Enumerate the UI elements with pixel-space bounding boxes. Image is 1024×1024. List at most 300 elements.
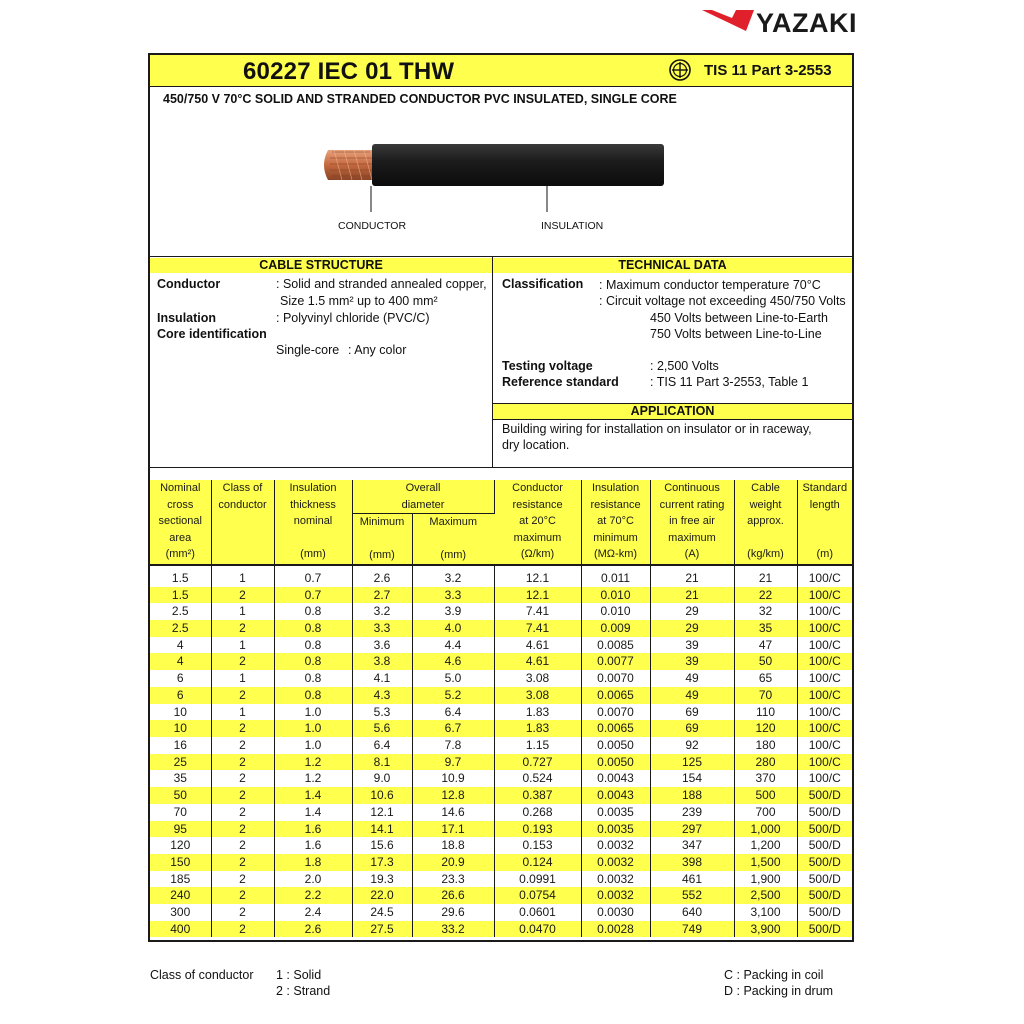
cell-resistance: 12.1 — [494, 587, 581, 604]
cell-class: 2 — [211, 754, 274, 771]
cell-insulation-resistance: 0.0028 — [581, 921, 650, 938]
cell-class: 2 — [211, 821, 274, 838]
col-header-class — [211, 480, 274, 564]
table-row — [150, 687, 852, 704]
cell-weight: 35 — [734, 620, 797, 637]
cell-length: 100/C — [797, 720, 852, 737]
table-row — [150, 653, 852, 670]
cell-weight: 70 — [734, 687, 797, 704]
divider — [150, 565, 852, 566]
cell-length: 500/D — [808, 838, 841, 853]
cell-resistance: 4.61 — [494, 637, 581, 654]
table-row — [150, 837, 852, 854]
col-header-length — [797, 480, 852, 564]
cell-current-rating: 398 — [650, 854, 734, 871]
cell-min-diameter: 2.7 — [352, 587, 412, 604]
header-line — [275, 530, 352, 547]
cell-class: 2 — [211, 904, 274, 921]
table-row — [150, 704, 852, 721]
table-row — [150, 770, 852, 787]
cell-resistance: 3.08 — [494, 687, 581, 704]
cell-area: 150 — [150, 854, 211, 871]
cell-current-rating: 125 — [650, 754, 734, 771]
cell-insulation-resistance: 0.0065 — [581, 720, 650, 737]
cell-thickness: 1.4 — [274, 804, 352, 821]
cell-area: 6 — [150, 687, 211, 704]
cell-area: 120 — [150, 837, 211, 854]
cell-insulation-resistance: 0.0050 — [581, 754, 650, 771]
cell-current-rating: 39 — [650, 653, 734, 670]
table-row — [150, 637, 852, 654]
packing-legend-drum: D : Packing in drum — [724, 984, 834, 998]
header-line: nominal — [293, 515, 333, 528]
table-row — [150, 787, 852, 804]
cell-max-diameter: 7.8 — [412, 737, 494, 754]
header-line: (kg/km) — [747, 548, 784, 561]
cell-thickness: 0.8 — [274, 620, 352, 637]
header-line — [798, 530, 853, 547]
col-header-insulation-resistance — [581, 480, 650, 564]
cell-max-diameter: 18.8 — [412, 837, 494, 854]
col-header-resistance — [494, 480, 581, 564]
divider — [150, 467, 852, 468]
cell-class: 1 — [211, 570, 274, 587]
cell-weight: 1,500 — [734, 854, 797, 871]
cell-class: 1 — [211, 704, 274, 721]
cell-area: 50 — [150, 787, 211, 804]
header-line: diameter — [401, 498, 445, 511]
header-line: Cable — [751, 482, 780, 494]
reference-standard-label: Reference standard — [502, 375, 619, 389]
cell-resistance: 0.153 — [494, 837, 581, 854]
cell-length: 100/C — [797, 687, 852, 704]
header-line: cross — [167, 498, 194, 511]
cell-current-rating: 640 — [650, 904, 734, 921]
cell-max-diameter: 14.6 — [412, 804, 494, 821]
cell-resistance: 1.15 — [494, 737, 581, 754]
cell-insulation-resistance: 0.010 — [581, 587, 650, 604]
cell-area: 4 — [150, 653, 211, 670]
cell-min-diameter: 9.0 — [352, 770, 412, 787]
cell-class: 2 — [211, 921, 274, 938]
cell-length: 500/D — [797, 787, 852, 804]
cell-weight: 280 — [734, 754, 797, 771]
header-line: length — [809, 498, 840, 511]
header-line: Nominal — [160, 482, 201, 494]
header-line: Class of — [222, 482, 263, 494]
cell-max-diameter: 9.7 — [412, 754, 494, 771]
conductor-label: CONDUCTOR — [338, 220, 407, 232]
cell-insulation-resistance: 0.0043 — [581, 770, 650, 787]
cell-min-diameter: 19.3 — [352, 871, 412, 888]
table-row — [150, 587, 852, 604]
cell-length: 100/C — [808, 570, 841, 585]
cell-insulation-resistance: 0.0043 — [581, 787, 650, 804]
cell-thickness: 0.7 — [274, 570, 352, 587]
cell-min-diameter: 27.5 — [352, 921, 412, 938]
header-line: sectional — [158, 515, 202, 528]
header-line: Conductor — [512, 482, 563, 494]
cell-insulation-resistance: 0.0032 — [581, 854, 650, 871]
cell-thickness: 1.6 — [274, 821, 352, 838]
cell-max-diameter: 4.0 — [412, 620, 494, 637]
cell-thickness: 1.0 — [274, 737, 352, 754]
header-line: resistance — [590, 498, 641, 511]
cell-area: 2.5 — [150, 603, 211, 620]
cell-thickness: 2.6 — [274, 921, 352, 938]
cell-length: 500/D — [797, 921, 852, 938]
cell-length: 100/C — [797, 754, 852, 771]
header-line — [735, 530, 797, 547]
cell-class: 2 — [211, 887, 274, 904]
cell-thickness: 1.2 — [274, 754, 352, 771]
conductor-size-range: Size 1.5 mm² up to 400 mm² — [280, 294, 438, 308]
cell-class: 2 — [211, 653, 274, 670]
table-row — [150, 854, 852, 871]
packing-legend-coil: C : Packing in coil — [724, 968, 824, 982]
cell-insulation-resistance: 0.009 — [581, 620, 650, 637]
cell-resistance: 3.08 — [494, 670, 581, 687]
cell-weight: 120 — [734, 720, 797, 737]
core-type: Single-core — [276, 343, 340, 357]
cell-resistance: 7.41 — [494, 620, 581, 637]
insulation-field-label: Insulation — [157, 311, 217, 325]
divider — [150, 256, 852, 257]
cell-insulation-resistance: 0.0032 — [581, 887, 650, 904]
cell-length: 500/D — [797, 854, 852, 871]
cell-area: 300 — [150, 904, 211, 921]
divider — [493, 419, 852, 420]
header-line: (mm) — [440, 549, 467, 562]
cell-max-diameter: 26.6 — [412, 887, 494, 904]
cell-min-diameter: 14.1 — [352, 821, 412, 838]
header-line: (A) — [684, 548, 700, 561]
cell-area: 1.5 — [150, 570, 211, 587]
cell-min-diameter: 3.8 — [352, 653, 412, 670]
cell-weight: 1,200 — [734, 837, 797, 854]
table-row — [150, 670, 852, 687]
cell-max-diameter: 33.2 — [412, 921, 494, 938]
cell-class: 2 — [211, 804, 274, 821]
cell-area: 2.5 — [150, 620, 211, 637]
brand-name: YAZAKI — [756, 8, 858, 38]
header-line: (MΩ-km) — [593, 548, 638, 561]
header-line: Maximum — [429, 516, 478, 529]
cell-current-rating: 21 — [650, 587, 734, 604]
cell-current-rating: 188 — [650, 787, 734, 804]
header-line: approx. — [747, 515, 784, 528]
cell-thickness: 1.2 — [274, 770, 352, 787]
cell-class: 2 — [211, 737, 274, 754]
header-line: Minimum — [359, 516, 405, 529]
cell-resistance: 0.387 — [494, 787, 581, 804]
cell-weight: 3,900 — [734, 921, 797, 938]
cell-resistance: 4.61 — [494, 653, 581, 670]
cell-area: 16 — [150, 737, 211, 754]
cell-class: 2 — [211, 687, 274, 704]
header-line: resistance — [512, 498, 563, 511]
class-legend-solid: 1 : Solid — [276, 968, 322, 982]
col-header-max-diameter — [412, 514, 494, 565]
cell-area: 400 — [150, 921, 211, 938]
cell-min-diameter: 12.1 — [352, 804, 412, 821]
table-row — [150, 603, 852, 620]
cell-thickness: 0.7 — [274, 587, 352, 604]
reference-standard-value: : TIS 11 Part 3-2553, Table 1 — [650, 375, 809, 389]
cell-weight: 180 — [734, 737, 797, 754]
header-line: Overall — [405, 482, 441, 494]
cell-area: 185 — [150, 871, 211, 888]
cell-area: 70 — [150, 804, 211, 821]
cell-weight: 50 — [734, 653, 797, 670]
tis-certification-icon — [669, 59, 691, 81]
cell-insulation-resistance: 0.0050 — [581, 737, 650, 754]
cell-length: 100/C — [797, 620, 852, 637]
cell-max-diameter: 12.8 — [412, 787, 494, 804]
cell-length: 500/D — [808, 871, 841, 886]
cable-structure-heading: CABLE STRUCTURE — [150, 258, 492, 273]
table-row — [150, 620, 852, 637]
header-line: (mm) — [300, 548, 326, 561]
header-line: area — [169, 531, 192, 544]
cell-resistance: 0.727 — [494, 754, 581, 771]
cell-min-diameter: 8.1 — [352, 754, 412, 771]
table-row — [150, 921, 852, 938]
header-line: weight — [749, 498, 782, 511]
cell-thickness: 2.0 — [274, 871, 352, 888]
cell-thickness: 1.4 — [274, 787, 352, 804]
cell-current-rating: 49 — [650, 670, 734, 687]
table-row — [150, 804, 852, 821]
header-line: minimum — [593, 531, 638, 544]
cell-length: 500/D — [808, 804, 841, 819]
cell-min-diameter: 3.3 — [352, 620, 412, 637]
cell-resistance: 0.0470 — [494, 921, 581, 938]
cell-current-rating: 21 — [650, 570, 734, 587]
classification-line-line: 750 Volts between Line-to-Line — [650, 327, 822, 341]
table-row — [150, 821, 852, 838]
cell-max-diameter: 5.2 — [412, 687, 494, 704]
table-row — [150, 720, 852, 737]
cell-insulation-resistance: 0.0085 — [581, 637, 650, 654]
classification-label: Classification — [502, 277, 584, 291]
cell-length: 500/D — [797, 887, 852, 904]
cell-min-diameter: 17.3 — [352, 854, 412, 871]
cell-min-diameter: 3.6 — [352, 637, 412, 654]
cell-max-diameter: 6.7 — [412, 720, 494, 737]
cell-current-rating: 461 — [650, 871, 734, 888]
table-header-row — [150, 480, 852, 514]
cell-thickness: 1.0 — [274, 704, 352, 721]
header-line: conductor — [218, 498, 267, 511]
cell-current-rating: 239 — [650, 804, 734, 821]
header-line: Insulation — [289, 482, 337, 494]
header-line: in free air — [669, 515, 715, 528]
core-color-value: : Any color — [348, 343, 407, 357]
cell-current-rating: 749 — [650, 921, 734, 938]
cell-length: 100/C — [808, 604, 841, 619]
header-line — [413, 531, 495, 548]
cell-weight: 21 — [734, 570, 797, 587]
cell-length: 500/D — [808, 905, 841, 920]
cell-min-diameter: 22.0 — [352, 887, 412, 904]
cell-min-diameter: 24.5 — [352, 904, 412, 921]
cell-max-diameter: 20.9 — [412, 854, 494, 871]
cell-area: 10 — [150, 704, 211, 721]
cell-thickness: 0.8 — [274, 687, 352, 704]
cell-current-rating: 49 — [650, 687, 734, 704]
header-line: (Ω/km) — [520, 548, 555, 561]
cell-thickness: 0.8 — [274, 603, 352, 620]
table-body — [150, 564, 852, 937]
cell-insulation-resistance: 0.011 — [581, 570, 650, 587]
cell-insulation-resistance: 0.0065 — [581, 687, 650, 704]
classification-line-earth: 450 Volts between Line-to-Earth — [650, 311, 828, 325]
table-row — [150, 904, 852, 921]
class-legend-label: Class of conductor — [150, 968, 254, 982]
header-line — [798, 513, 853, 530]
technical-data-heading: TECHNICAL DATA — [493, 258, 852, 273]
cell-insulation-resistance: 0.0035 — [581, 821, 650, 838]
table-row — [150, 887, 852, 904]
cell-area: 35 — [150, 770, 211, 787]
header-line — [353, 531, 412, 548]
application-heading: APPLICATION — [493, 404, 852, 419]
header-line: Continuous — [664, 482, 720, 494]
divider — [492, 257, 493, 468]
cell-insulation-resistance: 0.0032 — [581, 871, 650, 888]
cell-resistance: 0.193 — [494, 821, 581, 838]
cell-insulation-resistance: 0.0077 — [581, 653, 650, 670]
cell-class: 2 — [211, 854, 274, 871]
cell-weight: 65 — [734, 670, 797, 687]
cell-length: 100/C — [797, 653, 852, 670]
cell-area: 240 — [150, 887, 211, 904]
cell-current-rating: 29 — [650, 620, 734, 637]
core-identification-label: Core identification — [157, 327, 267, 341]
cell-class: 1 — [211, 670, 274, 687]
table-row — [150, 871, 852, 888]
insulation-field-value: : Polyvinyl chloride (PVC/C) — [276, 311, 430, 325]
cell-length: 100/C — [808, 738, 841, 752]
cell-resistance: 0.0754 — [494, 887, 581, 904]
cell-max-diameter: 6.4 — [412, 704, 494, 721]
cell-max-diameter: 3.9 — [412, 603, 494, 620]
cell-current-rating: 347 — [650, 837, 734, 854]
header-line: maximum — [668, 531, 716, 544]
cell-max-diameter: 29.6 — [412, 904, 494, 921]
col-header-overall-diameter — [352, 480, 494, 514]
cell-current-rating: 552 — [650, 887, 734, 904]
cell-area: 4 — [150, 637, 211, 654]
cell-insulation-resistance: 0.0070 — [581, 704, 650, 721]
cell-length: 100/C — [797, 587, 852, 604]
cell-class: 2 — [211, 787, 274, 804]
cell-max-diameter: 3.2 — [412, 570, 494, 587]
cell-min-diameter: 10.6 — [352, 787, 412, 804]
cell-insulation-resistance: 0.0032 — [581, 837, 650, 854]
cell-weight: 500 — [734, 787, 797, 804]
cell-thickness: 2.2 — [274, 887, 352, 904]
cell-thickness: 1.0 — [274, 720, 352, 737]
cell-class: 1 — [211, 603, 274, 620]
cell-length: 100/C — [808, 671, 841, 686]
cell-resistance: 0.268 — [494, 804, 581, 821]
yazaki-logo-mark-icon — [702, 10, 758, 32]
cell-class: 2 — [211, 587, 274, 604]
cell-max-diameter: 23.3 — [412, 871, 494, 888]
classification-temperature: : Maximum conductor temperature 70°C — [599, 278, 821, 292]
header-line: maximum — [513, 531, 562, 544]
application-text-line-2: dry location. — [502, 438, 570, 452]
cell-thickness: 0.8 — [274, 670, 352, 687]
product-title: 60227 IEC 01 THW — [243, 58, 455, 85]
cable-specification-table — [150, 480, 852, 937]
cell-weight: 370 — [734, 770, 797, 787]
cell-area: 10 — [150, 720, 211, 737]
cell-weight: 1,000 — [734, 821, 797, 838]
cell-min-diameter: 5.3 — [352, 704, 412, 721]
cell-current-rating: 92 — [650, 737, 734, 754]
conductor-field-label: Conductor — [157, 277, 221, 291]
yazaki-logo — [702, 6, 862, 36]
classification-voltage: : Circuit voltage not exceeding 450/750 Volts — [599, 294, 846, 308]
cell-max-diameter: 17.1 — [412, 821, 494, 838]
cell-weight: 700 — [734, 804, 797, 821]
standard-reference: TIS 11 Part 3-2553 — [704, 62, 832, 79]
cell-current-rating: 69 — [650, 704, 734, 721]
cell-min-diameter: 2.6 — [352, 570, 412, 587]
col-header-min-diameter — [352, 514, 412, 565]
cell-weight: 110 — [734, 704, 797, 721]
cell-min-diameter: 15.6 — [352, 837, 412, 854]
cell-resistance: 0.0991 — [494, 871, 581, 888]
cell-resistance: 12.1 — [494, 570, 581, 587]
header-line: at 70°C — [597, 515, 634, 528]
cell-length: 500/D — [797, 821, 852, 838]
cell-thickness: 2.4 — [274, 904, 352, 921]
cell-max-diameter: 4.6 — [412, 653, 494, 670]
cell-class: 2 — [211, 620, 274, 637]
cell-class: 2 — [211, 720, 274, 737]
cell-length: 100/C — [808, 704, 841, 719]
col-header-area — [150, 480, 211, 564]
insulation-jacket — [372, 144, 664, 186]
cell-current-rating: 154 — [650, 770, 734, 787]
application-text-line-1: Building wiring for installation on insulator or in raceway, — [502, 422, 812, 436]
header-line: (m) — [816, 548, 834, 561]
cell-thickness: 1.6 — [274, 837, 352, 854]
cell-weight: 47 — [734, 637, 797, 654]
cell-min-diameter: 6.4 — [352, 737, 412, 754]
cell-resistance: 1.83 — [494, 720, 581, 737]
cell-weight: 22 — [734, 587, 797, 604]
cell-weight: 32 — [734, 603, 797, 620]
header-line: thickness — [290, 498, 336, 511]
cell-current-rating: 297 — [650, 821, 734, 838]
cell-area: 25 — [150, 754, 211, 771]
cell-max-diameter: 10.9 — [412, 770, 494, 787]
cell-area: 95 — [150, 821, 211, 838]
col-header-weight — [734, 480, 797, 564]
cell-max-diameter: 4.4 — [412, 637, 494, 654]
cell-insulation-resistance: 0.0070 — [581, 670, 650, 687]
testing-voltage-label: Testing voltage — [502, 359, 593, 373]
cell-class: 2 — [211, 871, 274, 888]
cell-weight: 3,100 — [734, 904, 797, 921]
insulation-label: INSULATION — [541, 220, 604, 232]
cell-min-diameter: 4.1 — [352, 670, 412, 687]
